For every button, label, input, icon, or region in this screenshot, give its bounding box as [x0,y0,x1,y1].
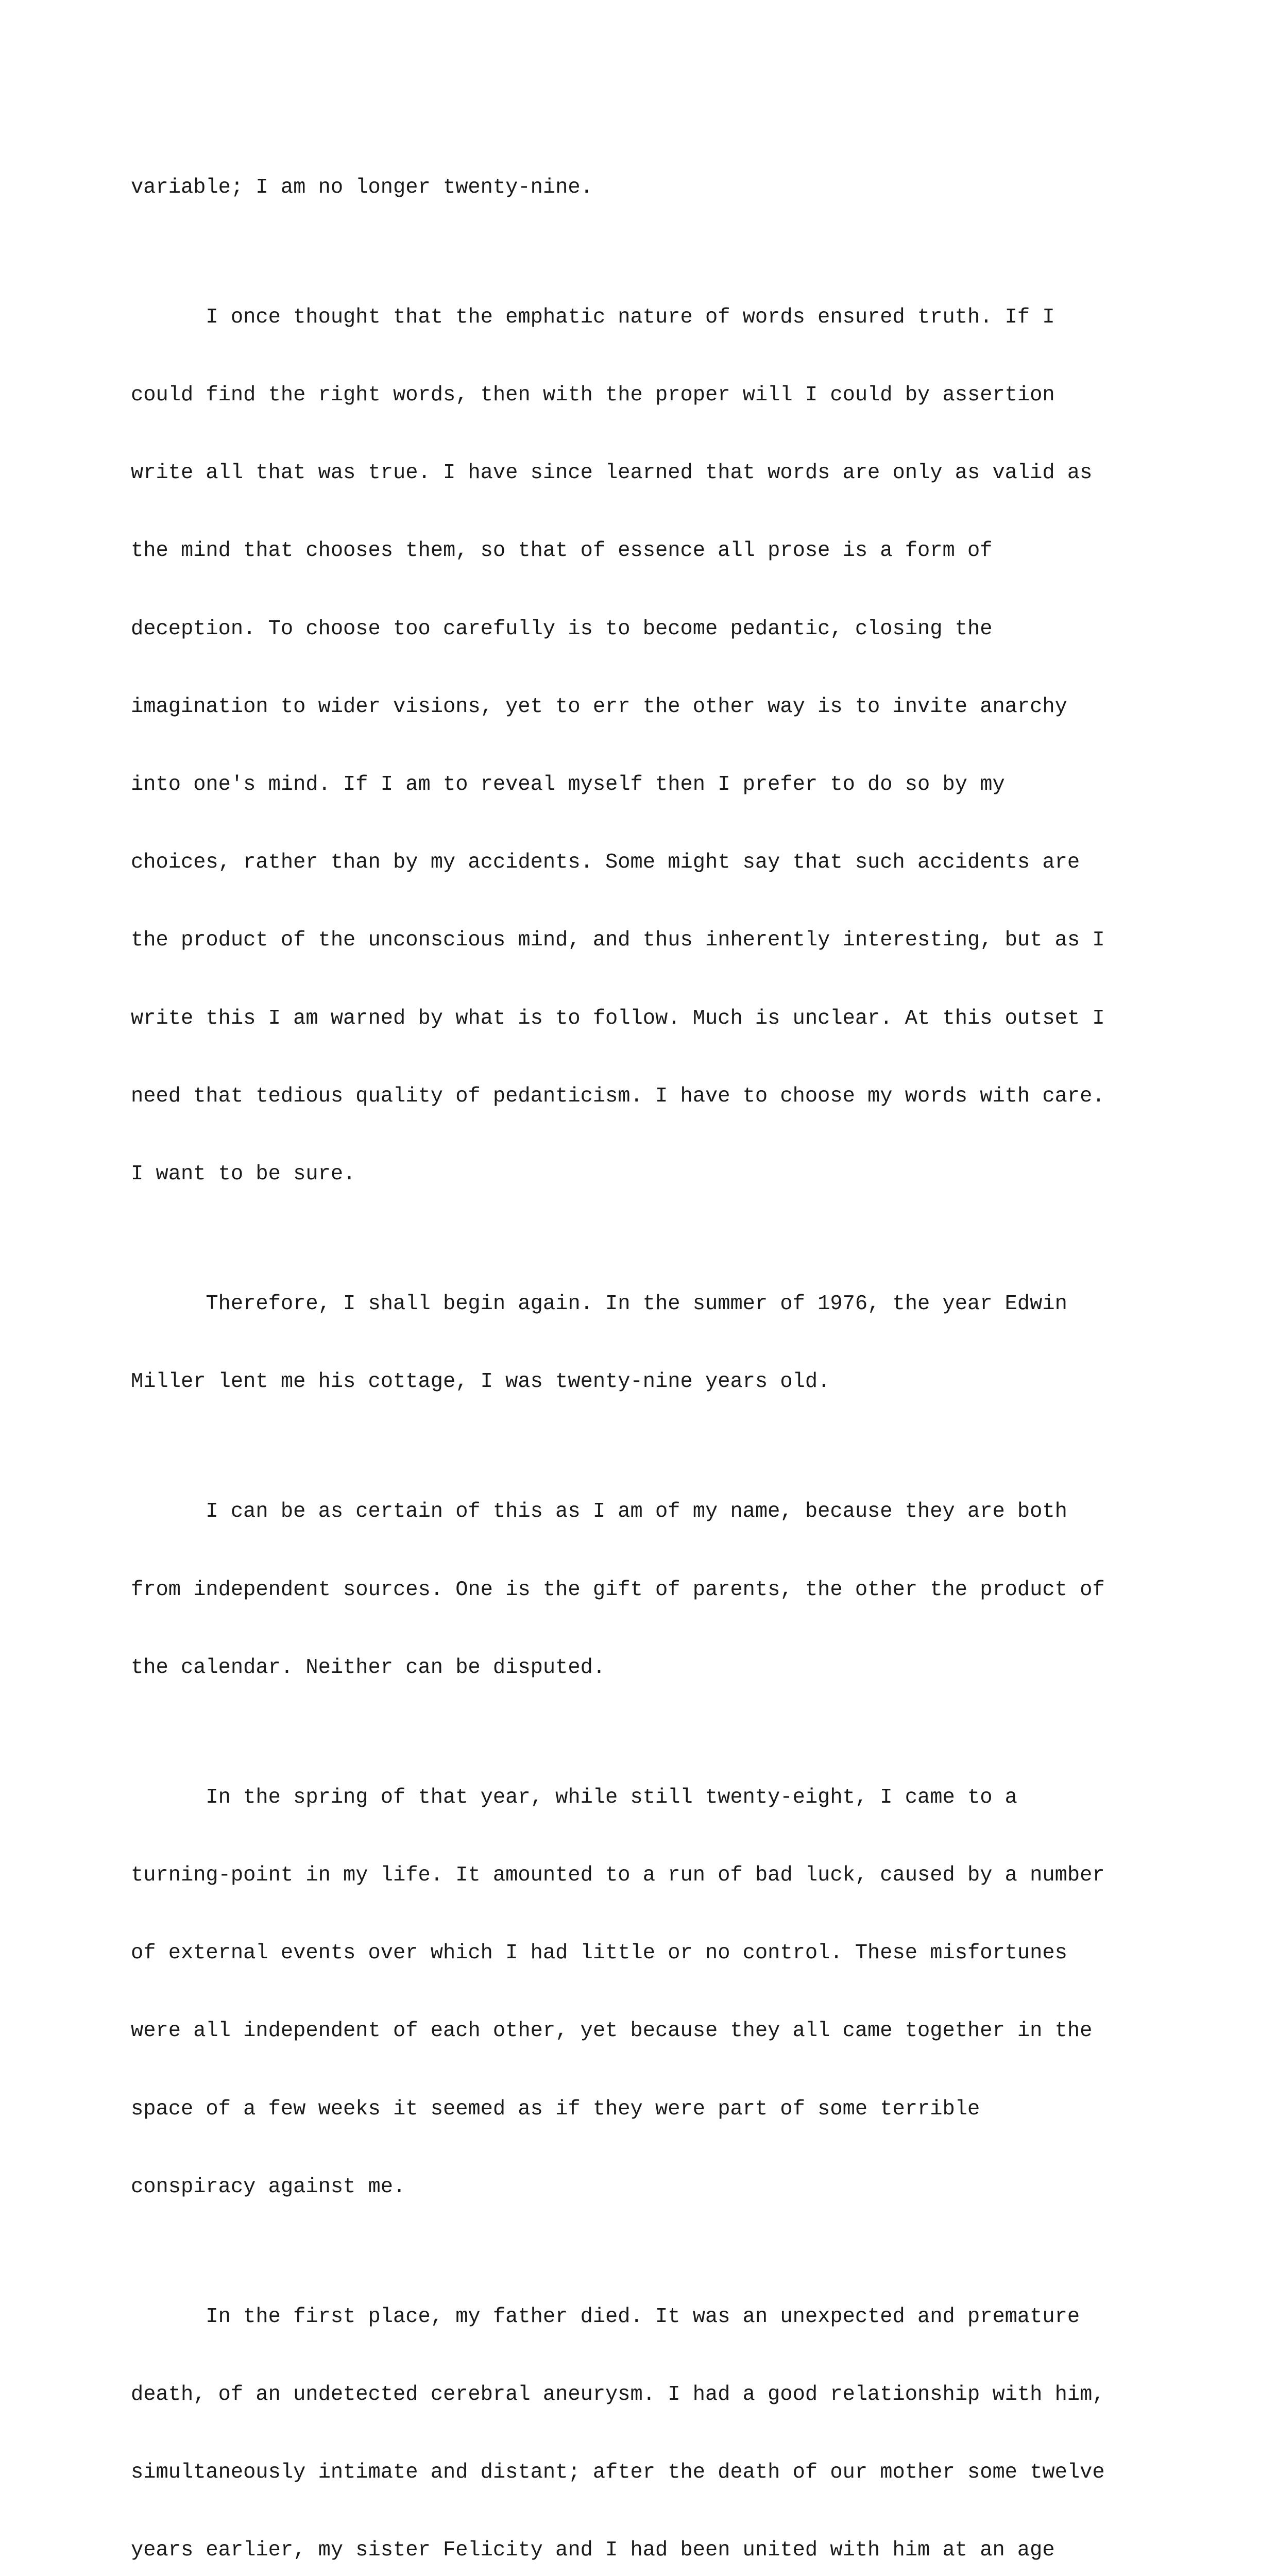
text-line: write all that was true. I have since learned that words are only as valid as [131,461,1093,485]
text-line: years earlier, my sister Felicity and I had been united with him at an age [131,2538,1055,2563]
paragraph [131,123,1171,252]
text-line: In the spring of that year, while still twenty-eight, I came to a [131,1785,1017,1809]
text-line: deception. To choose too carefully is to become pedantic, closing the [131,617,993,641]
text-line: of external events over which I had little or no control. These misfortunes [131,1941,1067,1965]
text-line: Miller lent me his cottage, I was twenty-nine years old. [131,1370,830,1394]
text-line: I once thought that the emphatic nature of words ensured truth. If I [131,305,1055,329]
text-line: In the first place, my father died. It was an unexpected and premature [131,2304,1080,2329]
text-line: imagination to wider visions, yet to err the other way is to invite anarchy [131,694,1067,719]
paragraph [131,1239,1171,1447]
text-line: need that tedious quality of pedanticism. I have to choose my words with care. [131,1084,1105,1108]
text-line: could find the right words, then with the proper will I could by assertion [131,383,1055,408]
text-line: I can be as certain of this as I am of my name, because they are both [131,1500,1067,1524]
text-line: Therefore, I shall begin again. In the summer of 1976, the year Edwin [131,1292,1067,1316]
text-line: conspiracy against me. [131,2175,406,2199]
paragraph [131,2252,1171,2576]
document-page [131,123,1171,2576]
text-line: choices, rather than by my accidents. Some might say that such accidents are [131,851,1080,875]
paragraph [131,252,1171,1239]
text-line: turning-point in my life. It amounted to a run of bad luck, caused by a number [131,1863,1105,1887]
text-line: I want to be sure. [131,1162,356,1187]
text-line: death, of an undetected cerebral aneurysm. I had a good relationship with him, [131,2382,1105,2406]
text-line: write this I am warned by what is to follow. Much is unclear. At this outset I [131,1006,1105,1030]
text-line: from independent sources. One is the gift of parents, the other the product of [131,1578,1105,1602]
text-line: were all independent of each other, yet because they all came together in the [131,2019,1093,2043]
paragraph [131,1733,1171,2252]
text-line: space of a few weeks it seemed as if they were part of some terrible [131,2097,980,2121]
text-line: the product of the unconscious mind, and thus inherently interesting, but as I [131,928,1105,953]
paragraph [131,1447,1171,1732]
text-line: simultaneously intimate and distant; after the death of our mother some twelve [131,2461,1105,2485]
text-line: the calendar. Neither can be disputed. [131,1655,606,1680]
text-line: the mind that chooses them, so that of essence all prose is a form of [131,539,993,563]
text-line: into one's mind. If I am to reveal myself then I prefer to do so by my [131,773,1005,797]
text-line: variable; I am no longer twenty-nine. [131,175,593,199]
